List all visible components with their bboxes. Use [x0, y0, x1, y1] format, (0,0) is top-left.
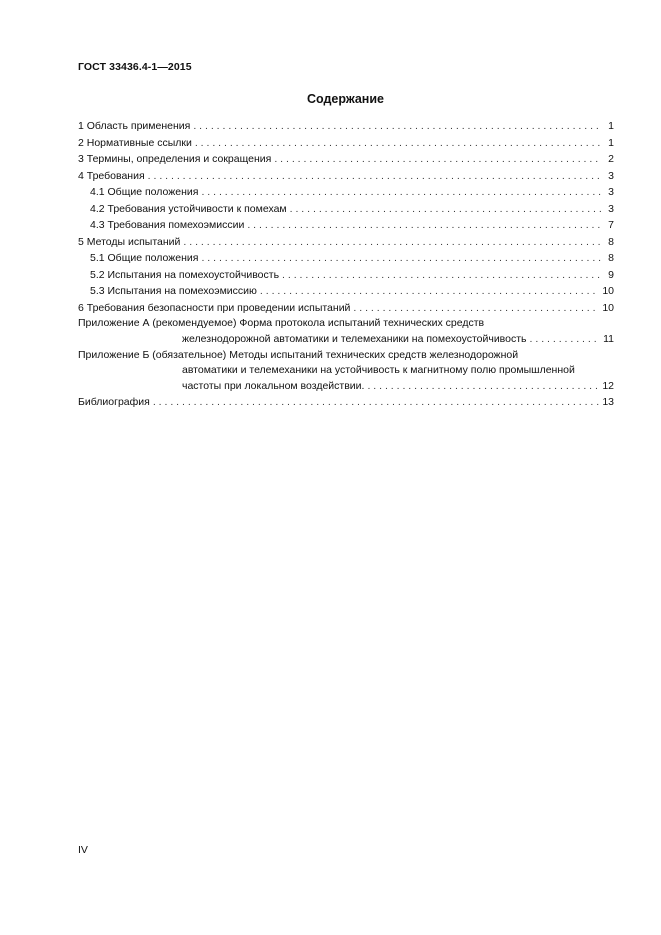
dot-leader — [153, 394, 599, 411]
toc-entry-text: 2 Нормативные ссылки — [78, 136, 192, 149]
toc-entry-text: 4.3 Требования помехоэмиссии — [90, 219, 245, 231]
toc-entry-text-line: Приложение Б (обязательное) Методы испытаний технических средств железнодорожной — [78, 348, 519, 361]
table-of-contents — [78, 118, 614, 411]
toc-entry-3[interactable] — [78, 151, 614, 168]
toc-page-number: 2 — [608, 153, 614, 165]
dot-leader — [274, 151, 601, 168]
dot-leader — [290, 201, 601, 218]
toc-entry-text: 6 Требования безопасности при проведении испытаний — [78, 301, 351, 314]
dot-leader — [247, 217, 601, 234]
toc-entry-text-line: частоты при локальном воздействии. — [182, 379, 365, 392]
toc-entry-text: 4.2 Требования устойчивости к помехам — [90, 202, 287, 215]
toc-entry-5-2[interactable] — [78, 267, 614, 284]
toc-page-number: 10 — [602, 285, 614, 297]
toc-page-number: 10 — [602, 301, 614, 314]
toc-page-number: 12 — [602, 379, 614, 392]
toc-page-number: 11 — [603, 333, 614, 345]
toc-entry-4-1[interactable] — [78, 184, 614, 201]
toc-entry-text: 4.1 Общие положения — [90, 186, 199, 198]
toc-entry-text: 5.2 Испытания на помехоустойчивость — [90, 268, 280, 281]
toc-entry-text: 1 Область применения — [78, 120, 191, 132]
toc-page-number: 1 — [608, 136, 614, 149]
toc-entry-bibliography[interactable] — [78, 394, 614, 411]
toc-page-number: 8 — [608, 235, 614, 248]
toc-entry-text: Библиография — [78, 396, 150, 408]
toc-entry-4[interactable] — [78, 168, 614, 185]
toc-page-number: 7 — [608, 219, 614, 231]
dot-leader — [201, 184, 601, 201]
toc-entry-continuation — [78, 378, 614, 395]
dot-leader — [367, 378, 599, 395]
document-code-header: ГОСТ 33436.4-1—2015 — [78, 61, 192, 73]
toc-entry-5-3[interactable] — [78, 283, 614, 300]
toc-page-number: 13 — [602, 396, 614, 408]
toc-page-number: 3 — [608, 202, 614, 215]
page-number-footer: IV — [78, 844, 88, 856]
toc-page-number: 1 — [608, 120, 614, 132]
toc-entry-text-line: Приложение А (рекомендуемое) Форма протокола испытаний технических средств — [78, 317, 485, 329]
toc-entry-4-2[interactable] — [78, 201, 614, 218]
dot-leader — [530, 331, 601, 348]
toc-entry-text: 3 Термины, определения и сокращения — [78, 153, 272, 165]
toc-page-number: 9 — [608, 268, 614, 281]
dot-leader — [353, 300, 599, 317]
toc-entry-5-1[interactable] — [78, 250, 614, 267]
toc-entry-text: 5 Методы испытаний — [78, 235, 181, 248]
toc-entry-2[interactable] — [78, 135, 614, 152]
toc-entry-text: 5.3 Испытания на помехоэмиссию — [90, 285, 257, 297]
toc-page-number: 3 — [608, 169, 614, 182]
toc-entry-text: 5.1 Общие положения — [90, 252, 199, 264]
toc-entry-5[interactable] — [78, 234, 614, 251]
toc-entry-appendix-b[interactable] — [78, 348, 614, 395]
dot-leader — [282, 267, 601, 284]
dot-leader — [193, 118, 601, 135]
dot-leader — [195, 135, 601, 152]
toc-page-number: 8 — [608, 252, 614, 264]
toc-entry-text-line: железнодорожной автоматики и телемеханики на помехоустойчивость — [182, 333, 527, 345]
toc-entry-4-3[interactable] — [78, 217, 614, 234]
dot-leader — [183, 234, 601, 251]
dot-leader — [260, 283, 599, 300]
toc-entry-appendix-a[interactable] — [78, 316, 614, 348]
toc-entry-1[interactable] — [78, 118, 614, 135]
toc-entry-continuation — [78, 331, 614, 348]
dot-leader — [201, 250, 601, 267]
toc-entry-text-line: автоматики и телемеханики на устойчивость к магнитному полю промышленной — [182, 363, 575, 376]
toc-page-number: 3 — [608, 186, 614, 198]
dot-leader — [148, 168, 601, 185]
toc-entry-text: 4 Требования — [78, 169, 145, 182]
toc-entry-6[interactable] — [78, 300, 614, 317]
page-title: Содержание — [306, 92, 384, 106]
